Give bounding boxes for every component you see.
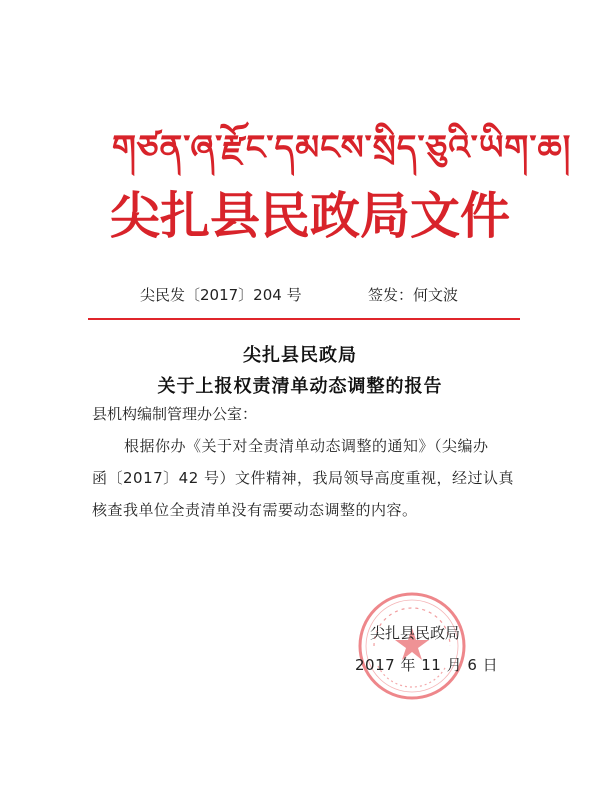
body-text-line: 根据你办《关于对全责清单动态调整的通知》（尖编办 xyxy=(124,437,489,455)
official-seal-stamp xyxy=(356,590,468,702)
body-text-line: 核查我单位全责清单没有需要动态调整的内容。 xyxy=(92,501,418,519)
chinese-header-title: 尖扎县民政局文件 xyxy=(110,186,510,245)
document-number: 尖民发〔2017〕204 号 xyxy=(140,286,302,304)
signer: 签发：何文波 xyxy=(368,286,459,304)
body-text-line: 函〔2017〕42 号）文件精神，我局领导高度重视，经过认真 xyxy=(92,469,515,487)
report-title: 关于上报权责清单动态调整的报告 xyxy=(157,376,443,397)
tibetan-header-title: གཙན་ཞ་རྫོང་དམངས་སྲིད་ཅུའི་ཡིག་ཆ། xyxy=(112,128,572,168)
recipient: 县机构编制管理办公室： xyxy=(92,405,258,423)
signature-date: 2017 年 11 月 6 日 xyxy=(355,656,499,674)
report-issuer: 尖扎县民政局 xyxy=(243,345,357,366)
red-divider-line xyxy=(88,318,520,320)
signature-issuer: 尖扎县民政局 xyxy=(370,624,461,642)
